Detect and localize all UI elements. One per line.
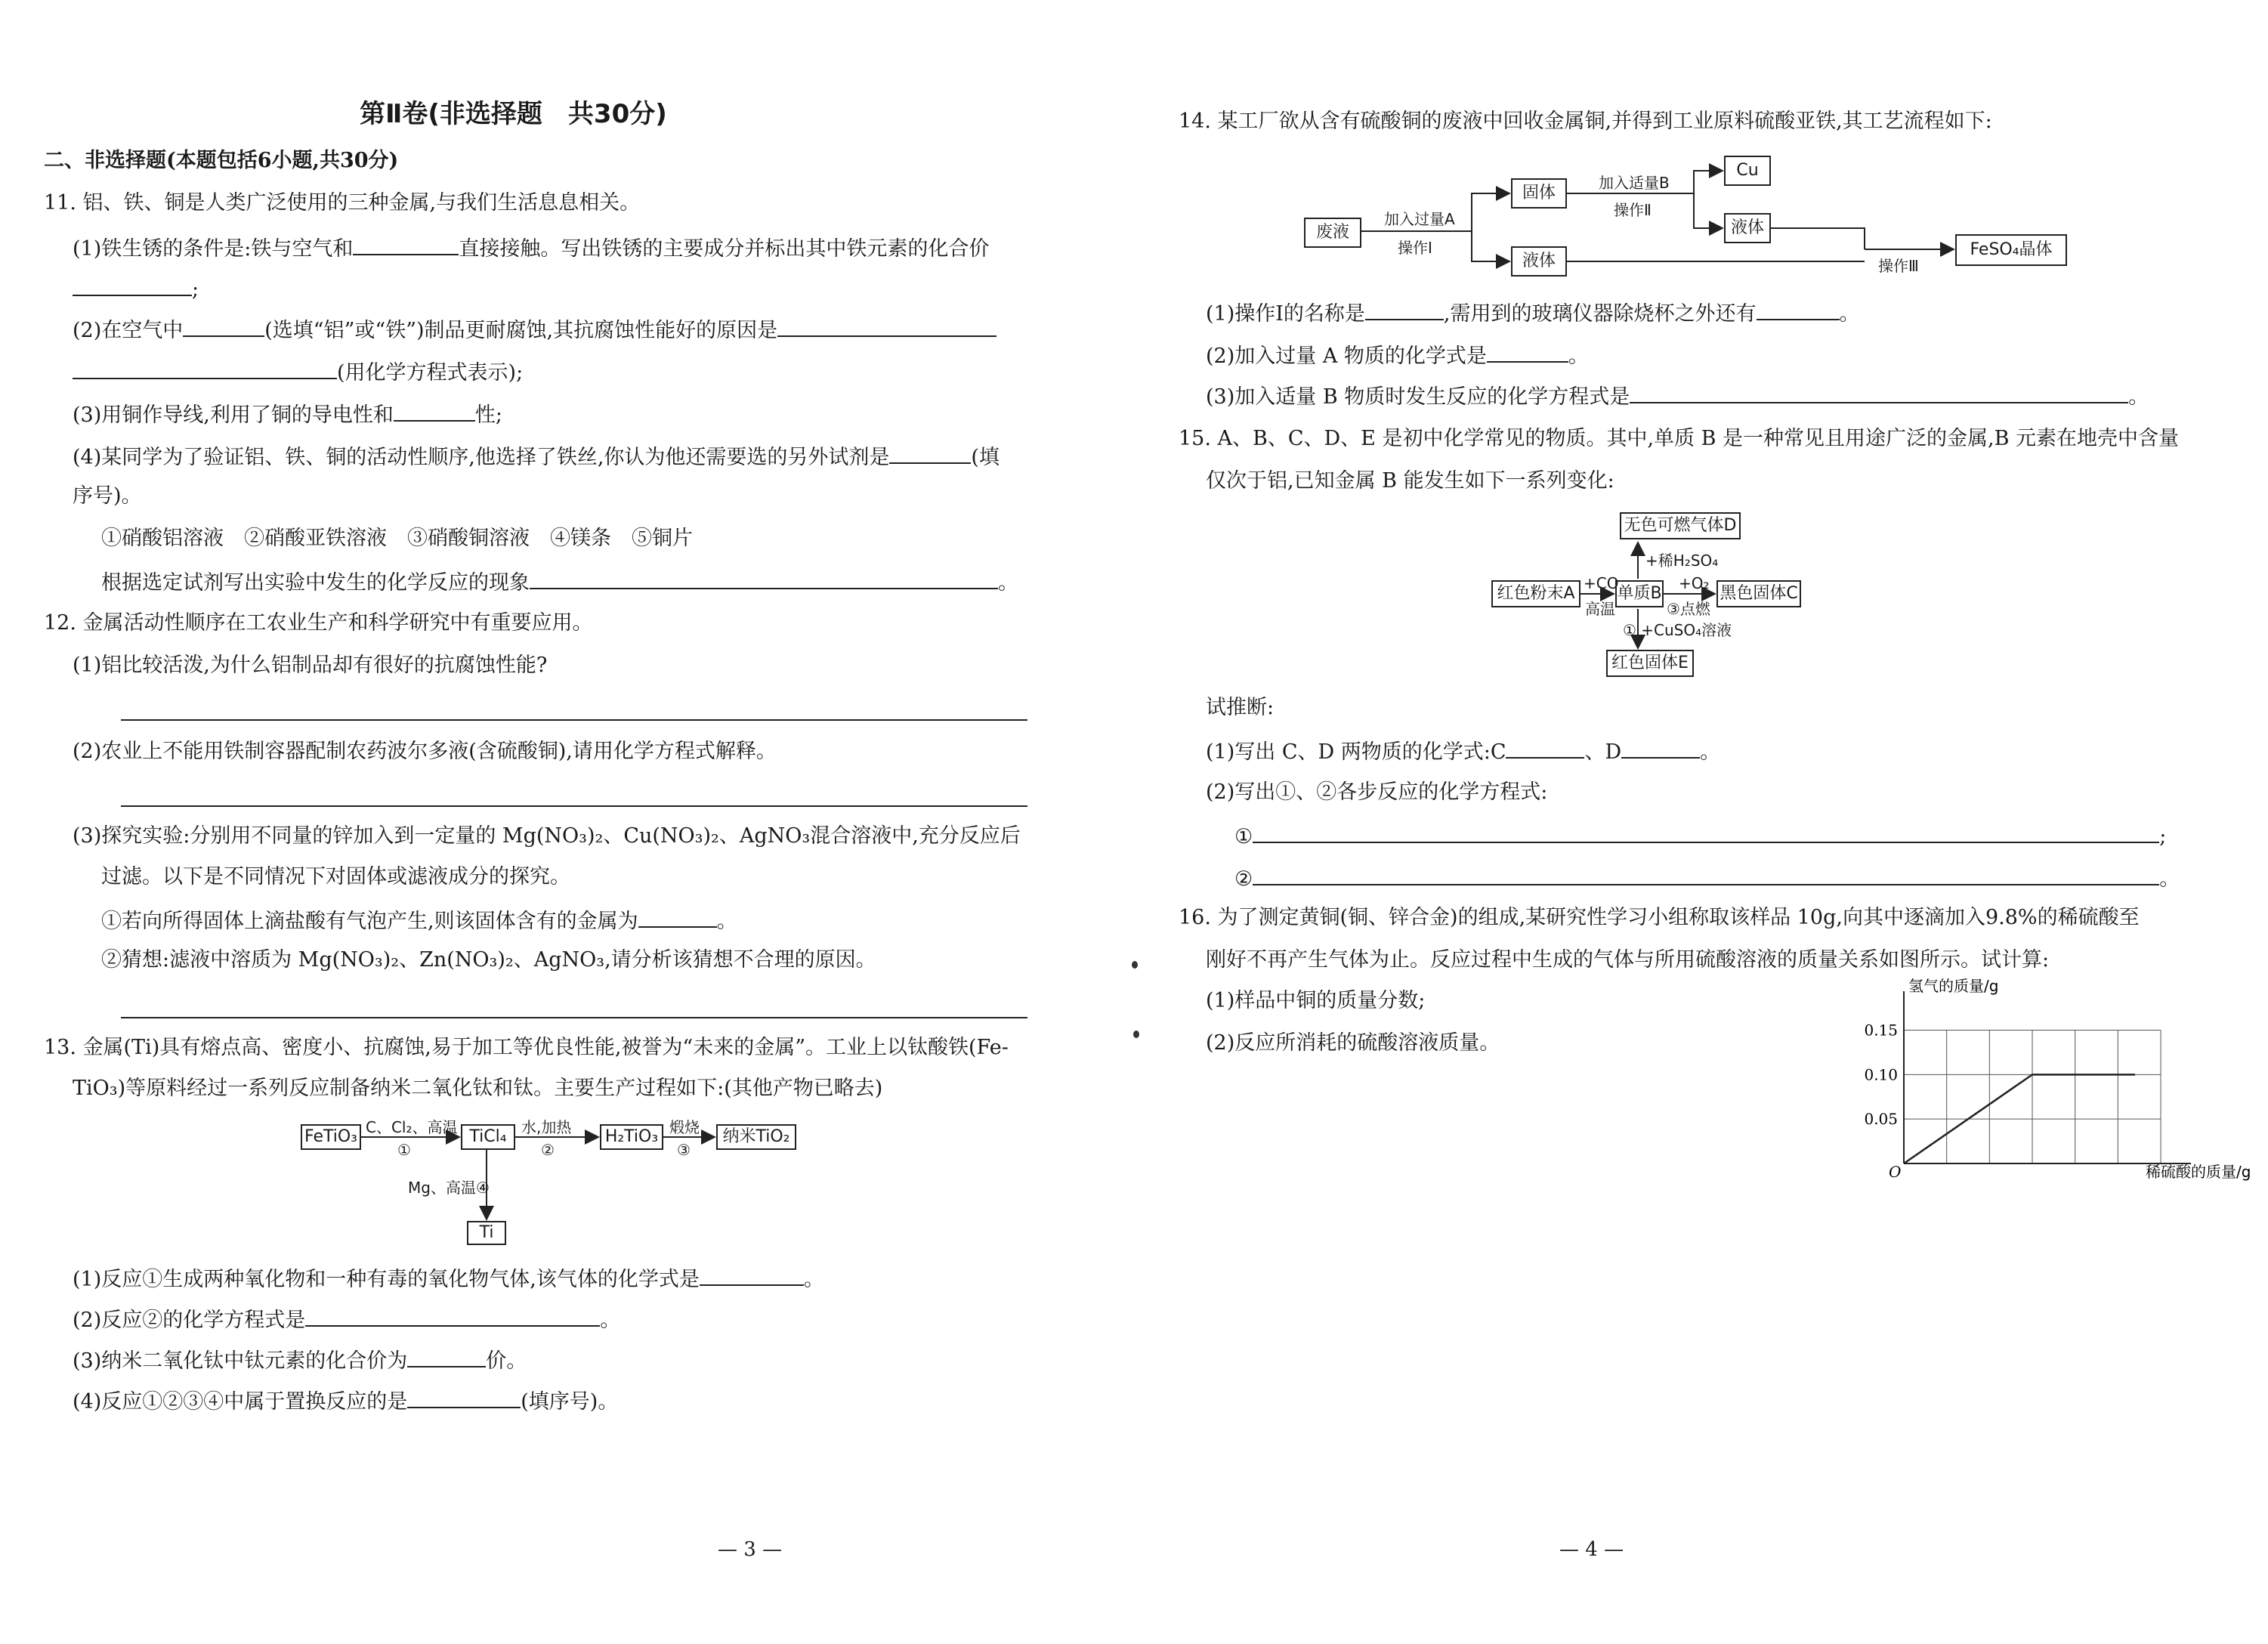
flow-box-ticl4: TiCl₄ (461, 1124, 515, 1150)
flow-box-fetio3: FeTiO₃ (301, 1124, 361, 1150)
flow-label-1-num: ① (397, 1141, 411, 1159)
q13-p3-end: 价。 (486, 1349, 527, 1373)
flow-label-co: +CO (1584, 574, 1619, 592)
y-tick-label: 0.15 (1864, 1021, 1898, 1040)
page-number-4: — 4 — (1559, 1538, 1624, 1561)
flow-label-1-top: C、Cl₂、高温 (366, 1118, 458, 1136)
q12-part3-2: ②猜想:滤液中溶质为 Mg(NO₃)₂、Zn(NO₃)₂、AgNO₃,请分析该猜想不合理的原因。 (101, 948, 876, 972)
q12-stem: 12. 金属活动性顺序在工农业生产和科学研究中有重要应用。 (44, 611, 593, 635)
flow-box-h2tio3: H₂TiO₃ (600, 1124, 663, 1150)
q13-p2-text: (2)反应②的化学方程式是 (73, 1309, 306, 1332)
q13-p3-text: (3)纳米二氧化钛中钛元素的化合价为 (73, 1349, 408, 1373)
flow-box-waste: 废液 (1304, 218, 1361, 248)
q11-p2-text-b: (选填“铝”或“铁”)制品更耐腐蚀,其抗腐蚀性能好的原因是 (264, 319, 778, 342)
answer-blank[interactable] (407, 1387, 521, 1408)
flow-label-op1: 操作Ⅰ (1398, 239, 1432, 257)
q11-p4-text-b: (填 (971, 446, 1000, 469)
flow-box-feso4: FeSO₄晶体 (1955, 234, 2067, 266)
q15-p1-text-b: 、D (1584, 740, 1622, 764)
q13-p2-end: 。 (600, 1309, 621, 1332)
q15-p1-text-c: 。 (1700, 740, 1721, 764)
flow-box-liquid-2: 液体 (1724, 213, 1771, 243)
q14-p3-end: 。 (2128, 385, 2149, 409)
answer-blank[interactable] (1621, 737, 1700, 759)
flow-box-a: 红色粉末A (1491, 580, 1580, 607)
flow-box-b: 单质B (1615, 580, 1664, 607)
y-tick-label: 0.10 (1864, 1065, 1898, 1084)
q13-stem: 13. 金属(Ti)具有熔点高、密度小、抗腐蚀,易于加工等优良性能,被誉为“未来的金属”。工业上以钛酸铁(Fe- (44, 1036, 1009, 1059)
q15-p1-text-a: (1)写出 C、D 两物质的化学式:C (1206, 740, 1506, 764)
flow-box-e: 红色固体E (1606, 650, 1694, 677)
flow-box-ti: Ti (467, 1221, 506, 1245)
q14-p2-text: (2)加入过量 A 物质的化学式是 (1206, 345, 1487, 368)
q12-p3c-text: ①若向所得固体上滴盐酸有气泡产生,则该固体含有的金属为 (101, 910, 638, 933)
flow-label-op3: 操作Ⅲ (1878, 257, 1919, 275)
q15-stem: 15. A、B、C、D、E 是初中化学常见的物质。其中,单质 B 是一种常见且用途广泛的金属,B 元素在地壳中含量 (1179, 427, 2180, 450)
q15-stem-cont: 仅次于铝,已知金属 B 能发生如下一系列变化: (1206, 469, 1614, 493)
q13-stem-cont: TiO₃)等原料经过一系列反应制备纳米二氧化钛和钛。主要生产过程如下:(其他产物已略去) (73, 1077, 883, 1100)
q15-part1 (1206, 737, 1720, 765)
q13-p4-text: (4)反应①②③④中属于置换反应的是 (73, 1390, 408, 1414)
q15-eq2-label: ② (1234, 867, 1253, 891)
q11-part4-cont: 序号)。 (73, 484, 142, 508)
q13-part2 (73, 1306, 620, 1333)
q12-p3c-end: 。 (716, 910, 737, 933)
q12-part1: (1)铝比较活泼,为什么铝制品却有很好的抗腐蚀性能? (73, 654, 548, 677)
q12-part2: (2)农业上不能用铁制容器配制农药波尔多液(含硫酸铜),请用化学方程式解释。 (73, 740, 777, 763)
q11-p1-text-a: (1)铁生锈的条件是:铁与空气和 (73, 237, 354, 261)
answer-blank[interactable] (700, 1265, 804, 1286)
q11-p2-text-a: (2)在空气中 (73, 319, 184, 342)
flow-label-4: Mg、高温④ (408, 1179, 490, 1197)
x-axis-label: 稀硫酸的质量/g (2146, 1163, 2251, 1181)
answer-blank[interactable] (407, 1346, 486, 1367)
q11-p4-text-a: (4)某同学为了验证铝、铁、铜的活动性顺序,他选择了铁丝,你认为他还需要选的另外试剂是 (73, 446, 890, 469)
q11-p3-text-a: (3)用铜作导线,利用了铜的导电性和 (73, 403, 394, 427)
q11-p3-text-b: 性; (474, 403, 502, 427)
right-page (1133, 0, 2268, 1644)
q11-p4-text-d: 根据选定试剂写出实验中发生的化学反应的现象 (101, 571, 530, 595)
hydrogen-mass-chart (1859, 977, 2251, 1194)
q15-eq1 (1234, 822, 2166, 850)
q12-part3-cont: 过滤。以下是不同情况下对固体或滤液成分的探究。 (101, 865, 570, 888)
q14-stem: 14. 某工厂欲从含有硫酸铜的废液中回收金属铜,并得到工业原料硫酸亚铁,其工艺流程如下: (1179, 110, 1992, 133)
flow-label-cuso4: ① +CuSO₄溶液 (1623, 621, 1732, 639)
q12-part3: (3)探究实验:分别用不同量的锌加入到一定量的 Mg(NO₃)₂、Cu(NO₃)₂、AgNO₃混合溶液中,充分反应后 (73, 824, 1021, 848)
flow-label-add-a: 加入过量A (1384, 210, 1455, 228)
q13-part4 (73, 1387, 618, 1415)
answer-blank[interactable] (305, 1306, 600, 1327)
q11-p1-text-c: ; (192, 278, 199, 301)
origin-label: O (1889, 1163, 1902, 1181)
flow-label-3-num: ③ (677, 1141, 691, 1159)
q11-p1-text-b: 直接接触。写出铁锈的主要成分并标出其中铁元素的化合价 (459, 237, 990, 261)
flow-box-nano-tio2: 纳米TiO₂ (716, 1124, 796, 1150)
q13-part3 (73, 1346, 527, 1374)
answer-blank[interactable] (1506, 737, 1584, 759)
flow-label-2-top: 水,加热 (521, 1118, 572, 1136)
q14-p3-text: (3)加入适量 B 物质时发生反应的化学方程式是 (1206, 385, 1630, 409)
q15-eq1-end: ; (2159, 825, 2167, 848)
q13-part1 (73, 1265, 824, 1293)
flow-box-d: 无色可燃气体D (1620, 512, 1741, 539)
y-axis-label: 氢气的质量/g (1908, 977, 1999, 995)
answer-blank[interactable] (1253, 822, 2159, 843)
q13-p1-end: 。 (803, 1268, 824, 1291)
y-tick-label: 0.05 (1864, 1110, 1898, 1129)
q14-p1-text-c: 。 (1839, 302, 1860, 326)
flow-label-op2: 操作Ⅱ (1614, 201, 1652, 219)
q15-eq2-end: 。 (2159, 867, 2180, 891)
q11-stem: 11. 铝、铁、铜是人类广泛使用的三种金属,与我们生活息息相关。 (44, 191, 641, 215)
q14-p1-text-b: ,需用到的玻璃仪器除烧杯之外还有 (1443, 302, 1757, 326)
q15-eq2 (1234, 864, 2180, 892)
flow-label-ignite: ③点燃 (1667, 600, 1710, 618)
q16-stem-cont: 刚好不再产生气体为止。反应过程中生成的气体与所用硫酸溶液的质量关系如图所示。试计算: (1206, 948, 2050, 972)
q11-p4-text-e: 。 (998, 571, 1018, 595)
page-number-3: — 3 — (718, 1538, 783, 1561)
flow-label-add-b: 加入适量B (1599, 174, 1670, 192)
q16-part1: (1)样品中铜的质量分数; (1206, 989, 1426, 1012)
flow-label-3-top: 煅烧 (669, 1118, 700, 1136)
flow-label-2-num: ② (541, 1141, 555, 1159)
flow-label-o2: +O₂ (1679, 574, 1710, 592)
flow-box-solid: 固体 (1511, 178, 1567, 209)
q15-part2: (2)写出①、②各步反应的化学方程式: (1206, 780, 1548, 804)
section-heading: 二、非选择题(本题包括6小题,共30分) (44, 149, 399, 172)
q16-stem: 16. 为了测定黄铜(铜、锌合金)的组成,某研究性学习小组称取该样品 10g,向其中逐滴加入9.8%的稀硫酸至 (1179, 906, 2140, 929)
q13-p4-end: (填序号)。 (521, 1390, 619, 1414)
binding-mark (1133, 1031, 1139, 1038)
q14-p1-text-a: (1)操作Ⅰ的名称是 (1206, 302, 1365, 326)
flow-label-up: +稀H₂SO₄ (1645, 552, 1719, 570)
q11-p2-text-c: (用化学方程式表示); (337, 361, 524, 385)
flow-box-c: 黑色固体C (1716, 580, 1801, 607)
binding-mark (1132, 961, 1138, 969)
flow-box-cu: Cu (1724, 156, 1771, 186)
q15-eq1-label: ① (1234, 825, 1253, 848)
q14-p2-end: 。 (1568, 345, 1589, 368)
q11-options: ①硝酸铝溶液 ②硝酸亚铁溶液 ③硝酸铜溶液 ④镁条 ⑤铜片 (101, 527, 693, 550)
flow-box-liquid-1: 液体 (1511, 246, 1567, 277)
q15-infer: 试推断: (1206, 696, 1275, 719)
answer-blank[interactable] (1253, 864, 2159, 885)
q13-p1-text: (1)反应①生成两种氧化物和一种有毒的氧化物气体,该气体的化学式是 (73, 1268, 700, 1291)
section-title: 第Ⅱ卷(非选择题 共30分) (360, 99, 667, 129)
left-page (0, 0, 1133, 1644)
q16-part2: (2)反应所消耗的硫酸溶液质量。 (1206, 1031, 1500, 1055)
flow-label-high-temp: 高温 (1585, 600, 1615, 618)
